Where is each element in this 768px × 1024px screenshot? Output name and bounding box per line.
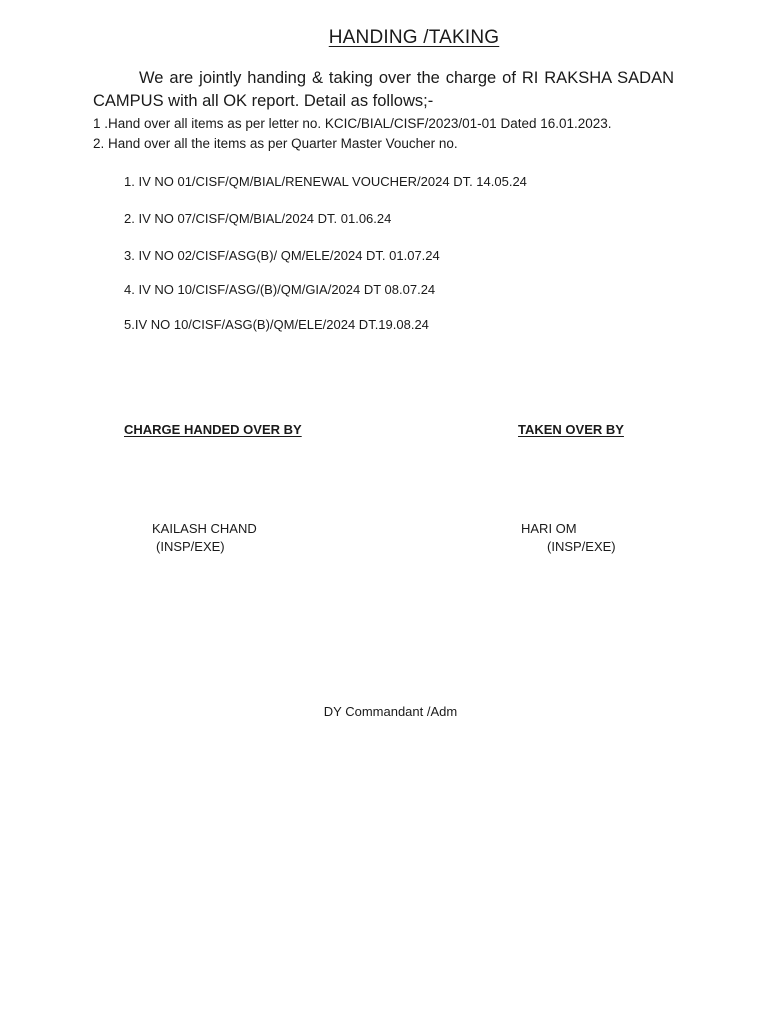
document-title: HANDING /TAKING xyxy=(328,27,500,48)
point-voucher: 2. Hand over all the items as per Quarter Master Voucher no. xyxy=(93,136,458,151)
voucher-item-4: 4. IV NO 10/CISF/ASG/(B)/QM/GIA/2024 DT 08.07.24 xyxy=(124,282,436,297)
taken-over-name: HARI OM xyxy=(521,521,577,536)
voucher-item-3: 3. IV NO 02/CISF/ASG(B)/ QM/ELE/2024 DT. 01.07.24 xyxy=(124,248,440,263)
point-letter: 1 .Hand over all items as per letter no. KCIC/BIAL/CISF/2023/01-01 Dated 16.01.2023. xyxy=(93,116,612,131)
footer-designation: DY Commandant /Adm xyxy=(323,704,458,719)
voucher-item-5: 5.IV NO 10/CISF/ASG(B)/QM/ELE/2024 DT.19.08.24 xyxy=(124,317,429,332)
voucher-item-1: 1. IV NO 01/CISF/QM/BIAL/RENEWAL VOUCHER/2024 DT. 14.05.24 xyxy=(124,174,527,189)
handed-over-heading: CHARGE HANDED OVER BY xyxy=(124,422,302,437)
voucher-item-2: 2. IV NO 07/CISF/QM/BIAL/2024 DT. 01.06.24 xyxy=(124,211,392,226)
handed-over-name: KAILASH CHAND xyxy=(152,521,257,536)
taken-over-heading: TAKEN OVER BY xyxy=(518,422,624,437)
intro-paragraph xyxy=(93,67,674,113)
intro-text: We are jointly handing & taking over the charge of RI RAKSHA SADAN CAMPUS with all OK report. Detail as follows;- xyxy=(93,69,674,110)
handed-over-rank: (INSP/EXE) xyxy=(156,539,225,554)
taken-over-rank: (INSP/EXE) xyxy=(547,539,616,554)
